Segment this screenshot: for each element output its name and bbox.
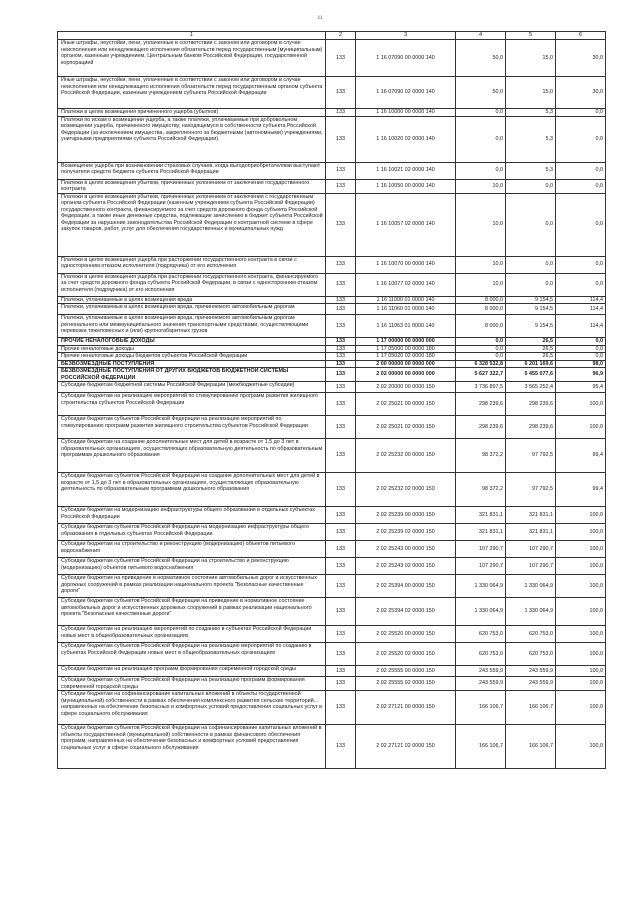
percent-cell: 100,0 — [556, 666, 606, 677]
budget-code-cell: 1 17 05000 00 0000 180 — [356, 345, 456, 353]
planned-amount-cell: 3 736 897,5 — [456, 382, 506, 393]
planned-amount-cell: 243 559,9 — [456, 677, 506, 691]
admin-code-cell: 133 — [326, 315, 356, 338]
percent-cell: 30,0 — [556, 77, 606, 109]
actual-amount-cell: 5,3 — [506, 109, 556, 117]
planned-amount-cell: 8 000,0 — [456, 296, 506, 304]
table-row — [58, 345, 606, 353]
table-row — [58, 598, 606, 626]
budget-code-cell: 1 16 10070 00 0000 140 — [356, 256, 456, 273]
planned-amount-cell: 0,0 — [456, 338, 506, 346]
budget-code-cell: 2 02 25239 00 0000 150 — [356, 507, 456, 524]
table-header-row — [58, 32, 606, 40]
percent-cell: 99,4 — [556, 473, 606, 507]
header-cell: 6 — [556, 32, 606, 40]
description-cell: Субсидии бюджетам бюджетной системы Российской Федерации (межбюджетные субсидии) — [58, 382, 326, 393]
actual-amount-cell: 1 330 064,9 — [506, 575, 556, 598]
percent-cell: 114,4 — [556, 315, 606, 338]
planned-amount-cell: 243 559,9 — [456, 666, 506, 677]
planned-amount-cell: 321 831,1 — [456, 507, 506, 524]
header-cell: 4 — [456, 32, 506, 40]
description-cell: БЕЗВОЗМЕЗДНЫЕ ПОСТУПЛЕНИЯ ОТ ДРУГИХ БЮДЖЕТОВ БЮДЖЕТНОЙ СИСТЕМЫ РОССИЙСКОЙ ФЕДЕРАЦИИ — [58, 368, 326, 382]
actual-amount-cell: 26,5 — [506, 345, 556, 353]
planned-amount-cell: 0,0 — [456, 109, 506, 117]
description-cell: Прочие неналоговые доходы — [58, 345, 326, 353]
actual-amount-cell: 620 753,0 — [506, 626, 556, 643]
description-cell: Субсидии бюджетам на создание дополнительных мест для детей в возрасте от 1,5 до 3 лет в образовательных организациях, осуществляющих образовательную деятельность по образовательным программам дошкольного образования — [58, 439, 326, 473]
actual-amount-cell: 107 290,7 — [506, 558, 556, 575]
description-cell: Субсидии бюджетам на строительство и реконструкцию (модернизацию) объектов питьевого водоснабжения — [58, 541, 326, 558]
actual-amount-cell: 321 831,1 — [506, 507, 556, 524]
planned-amount-cell: 298 239,6 — [456, 416, 506, 439]
planned-amount-cell: 107 290,7 — [456, 541, 506, 558]
budget-code-cell: 2 02 25232 00 0000 150 — [356, 439, 456, 473]
actual-amount-cell: 5 455 077,6 — [506, 368, 556, 382]
admin-code-cell: 133 — [326, 273, 356, 296]
table-row — [58, 109, 606, 117]
table-row — [58, 558, 606, 575]
percent-cell: 96,9 — [556, 368, 606, 382]
budget-code-cell: 1 16 10050 00 0000 140 — [356, 179, 456, 193]
description-cell: Платежи в целях возмещения убытков, причиненных уклонением от заключения с государственным органом субъекта Российской Федерации (казенным учреждением субъекта Российской Федерации) государственного контракта, финансируемого за счет средств дорожного фонда субъекта Российской Федерации, а также иные денежные средства, подлежащие зачислению в бюджет субъекта Российской Федерации за нарушение законодательства Российской Федерации о контрактной системе в сфере закупок товаров, работ, услуг для обеспечения государственных и муниципальных нужд — [58, 193, 326, 256]
actual-amount-cell: 0,0 — [506, 193, 556, 256]
header-cell: 5 — [506, 32, 556, 40]
table-row — [58, 541, 606, 558]
table-row — [58, 338, 606, 346]
admin-code-cell: 133 — [326, 296, 356, 304]
table-row — [58, 666, 606, 677]
description-cell: Платежи в целях возмещения причиненного ущерба (убытков) — [58, 109, 326, 117]
description-cell: Платежи в целях возмещения ущерба при расторжении государственного контракта, финансируемого за счет средств дорожного фонда субъекта Российской Федерации, в связи с односторонним отказом исполнителя (подрядчика) от его исполнения — [58, 273, 326, 296]
planned-amount-cell: 0,0 — [456, 345, 506, 353]
table-row — [58, 273, 606, 296]
percent-cell: 100,0 — [556, 626, 606, 643]
actual-amount-cell: 26,5 — [506, 338, 556, 346]
actual-amount-cell: 1 330 064,9 — [506, 598, 556, 626]
percent-cell: 0,0 — [556, 193, 606, 256]
budget-code-cell: 2 02 25520 02 0000 150 — [356, 643, 456, 666]
description-cell: Субсидии бюджетам на софинансирование капитальных вложений в объекты государственной (муниципальной) собственности в рамках обеспечения комплексного развития сельских территорий... направленных на обеспечение безопасных и комфортных условий предоставления социальных услуг в сфере социального обслуживания — [58, 691, 326, 725]
description-cell: Субсидии бюджетам на приведение в нормативное состояние автомобильных дорог и искусственных дорожных сооружений в рамках реализации национального проекта "Безопасные качественные дороги" — [58, 575, 326, 598]
admin-code-cell: 133 — [326, 193, 356, 256]
budget-code-cell: 2 02 27121 02 0000 150 — [356, 725, 456, 769]
actual-amount-cell: 243 559,9 — [506, 666, 556, 677]
table-row — [58, 193, 606, 256]
header-cell: 2 — [326, 32, 356, 40]
table-row — [58, 473, 606, 507]
percent-cell: 0,0 — [556, 256, 606, 273]
actual-amount-cell: 298 239,6 — [506, 416, 556, 439]
planned-amount-cell: 166 106,7 — [456, 725, 506, 769]
admin-code-cell: 133 — [326, 345, 356, 353]
admin-code-cell: 133 — [326, 541, 356, 558]
planned-amount-cell: 620 753,0 — [456, 626, 506, 643]
actual-amount-cell: 0,0 — [506, 256, 556, 273]
percent-cell: 114,4 — [556, 296, 606, 304]
planned-amount-cell: 10,0 — [456, 273, 506, 296]
budget-code-cell: 2 02 25239 02 0000 150 — [356, 524, 456, 541]
admin-code-cell: 133 — [326, 382, 356, 393]
budget-code-cell: 1 16 07090 02 0000 140 — [356, 77, 456, 109]
revenue-table — [57, 31, 606, 769]
percent-cell: 100,0 — [556, 677, 606, 691]
percent-cell: 100,0 — [556, 575, 606, 598]
budget-code-cell: 1 16 11063 01 0000 140 — [356, 315, 456, 338]
admin-code-cell: 133 — [326, 626, 356, 643]
table-row — [58, 507, 606, 524]
planned-amount-cell: 1 330 064,9 — [456, 598, 506, 626]
actual-amount-cell: 3 565 252,4 — [506, 382, 556, 393]
actual-amount-cell: 15,0 — [506, 77, 556, 109]
planned-amount-cell: 98 372,2 — [456, 439, 506, 473]
actual-amount-cell: 97 792,5 — [506, 473, 556, 507]
table-row — [58, 304, 606, 315]
description-cell: Субсидии бюджетам субъектов Российской Федерации на реализацию программ формирования современной городской среды — [58, 677, 326, 691]
percent-cell: 114,4 — [556, 304, 606, 315]
table-row — [58, 296, 606, 304]
table-row — [58, 691, 606, 725]
admin-code-cell: 133 — [326, 256, 356, 273]
admin-code-cell: 133 — [326, 393, 356, 416]
percent-cell: 100,0 — [556, 416, 606, 439]
actual-amount-cell: 166 106,7 — [506, 691, 556, 725]
admin-code-cell: 133 — [326, 368, 356, 382]
description-cell: Платежи в целях возмещения убытков, причиненных уклонением от заключения государственного контракта — [58, 179, 326, 193]
budget-code-cell: 1 16 07090 00 0000 140 — [356, 40, 456, 77]
planned-amount-cell: 10,0 — [456, 256, 506, 273]
description-cell: Платежи по искам о возмещении ущерба, а также платежи, уплачиваемые при добровольном возмещении ущерба, причиненного имуществу, находящемуся в собственности субъекта Российской Федерации (за исключением имущества, закрепленного за бюджетными (автономными) учреждениями, унитарными предприятиями субъекта Российской Федерации) — [58, 116, 326, 162]
actual-amount-cell: 9 154,5 — [506, 315, 556, 338]
header-cell: 3 — [356, 32, 456, 40]
percent-cell: 0,0 — [556, 116, 606, 162]
planned-amount-cell: 166 106,7 — [456, 691, 506, 725]
budget-code-cell: 1 17 05020 02 0000 180 — [356, 353, 456, 361]
table-row — [58, 368, 606, 382]
description-cell: Иные штрафы, неустойки, пени, уплаченные в соответствии с законом или договором в случае неисполнения или ненадлежащего исполнения обязательств перед государственным (муниципальным) органом, казенным учреждением, Центральным банком Российской Федерации, государственной корпорацией — [58, 40, 326, 77]
planned-amount-cell: 321 831,1 — [456, 524, 506, 541]
actual-amount-cell: 166 106,7 — [506, 725, 556, 769]
description-cell: Прочие неналоговые доходы бюджетов субъектов Российской Федерации — [58, 353, 326, 361]
table-row — [58, 626, 606, 643]
table-row — [58, 725, 606, 769]
table-row — [58, 439, 606, 473]
actual-amount-cell: 620 753,0 — [506, 643, 556, 666]
table-row — [58, 643, 606, 666]
description-cell: Субсидии бюджетам субъектов Российской Федерации на модернизацию инфраструктуры общего образования в отдельных субъектах Российской Федерации — [58, 524, 326, 541]
percent-cell: 95,4 — [556, 382, 606, 393]
budget-code-cell: 2 02 25555 02 0000 150 — [356, 677, 456, 691]
budget-code-cell: 1 16 11060 01 0000 140 — [356, 304, 456, 315]
admin-code-cell: 133 — [326, 162, 356, 179]
percent-cell: 100,0 — [556, 524, 606, 541]
admin-code-cell: 133 — [326, 304, 356, 315]
actual-amount-cell: 15,0 — [506, 40, 556, 77]
table-row — [58, 575, 606, 598]
table-row — [58, 416, 606, 439]
planned-amount-cell: 8 000,0 — [456, 304, 506, 315]
admin-code-cell: 133 — [326, 109, 356, 117]
admin-code-cell: 133 — [326, 643, 356, 666]
actual-amount-cell: 0,0 — [506, 273, 556, 296]
description-cell: БЕЗВОЗМЕЗДНЫЕ ПОСТУПЛЕНИЯ — [58, 360, 326, 368]
admin-code-cell: 133 — [326, 416, 356, 439]
description-cell: Субсидии бюджетам субъектов Российской Федерации на софинансирование капитальных вложений в объекты государственной (муниципальной) собственности в рамках финансового обеспечения программ, направленных на обеспечение безопасных и комфортных условий предоставления социальных услуг в сфере социального обслуживания — [58, 725, 326, 769]
description-cell: Платежи, уплачиваемые в целях возмещения вреда, причиняемого автомобильным дорогам регионального или межмуниципального значения транспортными средствами, осуществляющими перевозки тяжеловесных и (или) крупногабаритных грузов — [58, 315, 326, 338]
actual-amount-cell: 298 239,6 — [506, 393, 556, 416]
admin-code-cell: 133 — [326, 179, 356, 193]
actual-amount-cell: 321 831,1 — [506, 524, 556, 541]
table-row — [58, 524, 606, 541]
description-cell: Субсидии бюджетам на реализацию мероприятий по созданию в субъектах Российской Федерации новых мест в общеобразовательных организациях — [58, 626, 326, 643]
budget-code-cell: 2 02 20000 00 0000 150 — [356, 382, 456, 393]
description-cell: ПРОЧИЕ НЕНАЛОГОВЫЕ ДОХОДЫ — [58, 338, 326, 346]
admin-code-cell: 133 — [326, 677, 356, 691]
planned-amount-cell: 620 753,0 — [456, 643, 506, 666]
planned-amount-cell: 10,0 — [456, 193, 506, 256]
table-row — [58, 382, 606, 393]
percent-cell: 100,0 — [556, 643, 606, 666]
percent-cell: 0,0 — [556, 179, 606, 193]
description-cell: Субсидии бюджетам субъектов Российской Федерации на реализацию мероприятий по стимулированию программ развития жилищного строительства субъектов Российской Федерации — [58, 416, 326, 439]
percent-cell: 0,0 — [556, 109, 606, 117]
budget-code-cell: 1 16 10021 02 0000 140 — [356, 162, 456, 179]
percent-cell: 100,0 — [556, 541, 606, 558]
planned-amount-cell: 6 328 532,8 — [456, 360, 506, 368]
admin-code-cell: 133 — [326, 439, 356, 473]
actual-amount-cell: 97 792,5 — [506, 439, 556, 473]
description-cell: Иные штрафы, неустойки, пени, уплаченные в соответствии с законом или договором в случае неисполнения или ненадлежащего исполнения обязательств перед государственным органом субъекта Российской Федерации, казенным учреждением субъекта Российской Федерации — [58, 77, 326, 109]
percent-cell: 0,0 — [556, 353, 606, 361]
budget-code-cell: 1 16 11000 01 0000 140 — [356, 296, 456, 304]
percent-cell: 100,0 — [556, 725, 606, 769]
table-row — [58, 179, 606, 193]
admin-code-cell: 133 — [326, 524, 356, 541]
actual-amount-cell: 107 290,7 — [506, 541, 556, 558]
admin-code-cell: 133 — [326, 40, 356, 77]
percent-cell: 0,0 — [556, 345, 606, 353]
budget-code-cell: 2 02 25394 02 0000 150 — [356, 598, 456, 626]
actual-amount-cell: 243 559,9 — [506, 677, 556, 691]
planned-amount-cell: 107 290,7 — [456, 558, 506, 575]
table-row — [58, 116, 606, 162]
description-cell: Субсидии бюджетам субъектов Российской Федерации на строительство и реконструкцию (модернизацию) объектов питьевого водоснабжения — [58, 558, 326, 575]
planned-amount-cell: 8 000,0 — [456, 315, 506, 338]
percent-cell: 99,4 — [556, 439, 606, 473]
budget-code-cell: 2 02 25021 02 0000 150 — [356, 416, 456, 439]
budget-code-cell: 2 02 25520 00 0000 150 — [356, 626, 456, 643]
admin-code-cell: 133 — [326, 598, 356, 626]
budget-code-cell: 2 02 25243 02 0000 150 — [356, 558, 456, 575]
admin-code-cell: 133 — [326, 77, 356, 109]
table-row — [58, 315, 606, 338]
page-number: 11 — [317, 16, 323, 21]
planned-amount-cell: 1 330 064,9 — [456, 575, 506, 598]
percent-cell: 100,0 — [556, 507, 606, 524]
budget-code-cell: 1 16 10077 02 0000 140 — [356, 273, 456, 296]
budget-code-cell: 2 02 25555 00 0000 150 — [356, 666, 456, 677]
planned-amount-cell: 98 372,2 — [456, 473, 506, 507]
description-cell: Субсидии бюджетам на реализацию мероприятий по стимулированию программ развития жилищного строительства субъектов Российской Федерации — [58, 393, 326, 416]
budget-code-cell: 2 00 00000 00 0000 000 — [356, 360, 456, 368]
budget-code-cell: 1 17 00000 00 0000 000 — [356, 338, 456, 346]
description-cell: Платежи, уплачиваемые в целях возмещения вреда, причиняемого автомобильным дорогам — [58, 304, 326, 315]
description-cell: Платежи, уплачиваемые в целях возмещения вреда — [58, 296, 326, 304]
admin-code-cell: 133 — [326, 353, 356, 361]
header-cell: 1 — [58, 32, 326, 40]
description-cell: Субсидии бюджетам субъектов Российской Федерации на приведение в нормативное состояние автомобильных дорог и искусственных дорожных сооружений в рамках реализации национального проекта "Безопасные качественные дороги" — [58, 598, 326, 626]
table-row — [58, 256, 606, 273]
percent-cell: 100,0 — [556, 393, 606, 416]
table-row — [58, 677, 606, 691]
percent-cell: 100,0 — [556, 598, 606, 626]
budget-code-cell: 2 02 00000 00 0000 000 — [356, 368, 456, 382]
description-cell: Субсидии бюджетам на реализацию программ формирования современной городской среды — [58, 666, 326, 677]
planned-amount-cell: 50,0 — [456, 40, 506, 77]
admin-code-cell: 133 — [326, 338, 356, 346]
percent-cell: 98,0 — [556, 360, 606, 368]
planned-amount-cell: 5 627 322,7 — [456, 368, 506, 382]
planned-amount-cell: 298 239,6 — [456, 393, 506, 416]
description-cell: Возмещение ущерба при возникновении страховых случаев, когда выгодоприобретателями выступают получатели средств бюджета субъекта Российской Федерации — [58, 162, 326, 179]
actual-amount-cell: 5,3 — [506, 116, 556, 162]
admin-code-cell: 133 — [326, 116, 356, 162]
budget-code-cell: 1 16 10000 00 0000 140 — [356, 109, 456, 117]
admin-code-cell: 133 — [326, 575, 356, 598]
description-cell: Платежи в целях возмещения ущерба при расторжении государственного контракта в связи с односторонним отказом исполнителя (подрядчика) от его исполнения — [58, 256, 326, 273]
planned-amount-cell: 10,0 — [456, 179, 506, 193]
planned-amount-cell: 0,0 — [456, 353, 506, 361]
budget-code-cell: 2 02 25232 02 0000 150 — [356, 473, 456, 507]
percent-cell: 100,0 — [556, 558, 606, 575]
admin-code-cell: 133 — [326, 725, 356, 769]
description-cell: Субсидии бюджетам субъектов Российской Федерации на создание дополнительных мест для детей в возрасте от 1,5 до 3 лет в образовательных организациях, осуществляющих образовательную деятельность по образовательным программам дошкольного образования — [58, 473, 326, 507]
planned-amount-cell: 0,0 — [456, 116, 506, 162]
budget-code-cell: 2 02 25021 00 0000 150 — [356, 393, 456, 416]
percent-cell: 0,0 — [556, 338, 606, 346]
budget-code-cell: 2 02 25394 00 0000 150 — [356, 575, 456, 598]
table-row — [58, 353, 606, 361]
percent-cell: 0,0 — [556, 162, 606, 179]
description-cell: Субсидии бюджетам субъектов Российской Федерации на реализацию мероприятий по созданию в субъектах Российской Федерации новых мест в общеобразовательных организациях — [58, 643, 326, 666]
actual-amount-cell: 9 154,5 — [506, 304, 556, 315]
planned-amount-cell: 0,0 — [456, 162, 506, 179]
actual-amount-cell: 26,5 — [506, 353, 556, 361]
table-row — [58, 360, 606, 368]
budget-code-cell: 1 16 10020 02 0000 140 — [356, 116, 456, 162]
actual-amount-cell: 9 154,5 — [506, 296, 556, 304]
admin-code-cell: 133 — [326, 360, 356, 368]
budget-code-cell: 2 02 25243 00 0000 150 — [356, 541, 456, 558]
actual-amount-cell: 5,3 — [506, 162, 556, 179]
percent-cell: 100,0 — [556, 691, 606, 725]
budget-code-cell: 2 02 27121 00 0000 150 — [356, 691, 456, 725]
admin-code-cell: 133 — [326, 691, 356, 725]
admin-code-cell: 133 — [326, 507, 356, 524]
description-cell: Субсидии бюджетам на модернизацию инфраструктуры общего образования в отдельных субъектах Российской Федерации — [58, 507, 326, 524]
percent-cell: 30,0 — [556, 40, 606, 77]
admin-code-cell: 133 — [326, 473, 356, 507]
admin-code-cell: 133 — [326, 666, 356, 677]
table-row — [58, 40, 606, 77]
table-row — [58, 393, 606, 416]
budget-code-cell: 1 16 10057 02 0000 140 — [356, 193, 456, 256]
percent-cell: 0,0 — [556, 273, 606, 296]
table-row — [58, 77, 606, 109]
actual-amount-cell: 0,0 — [506, 179, 556, 193]
actual-amount-cell: 6 201 169,6 — [506, 360, 556, 368]
admin-code-cell: 133 — [326, 558, 356, 575]
planned-amount-cell: 50,0 — [456, 77, 506, 109]
table-row — [58, 162, 606, 179]
